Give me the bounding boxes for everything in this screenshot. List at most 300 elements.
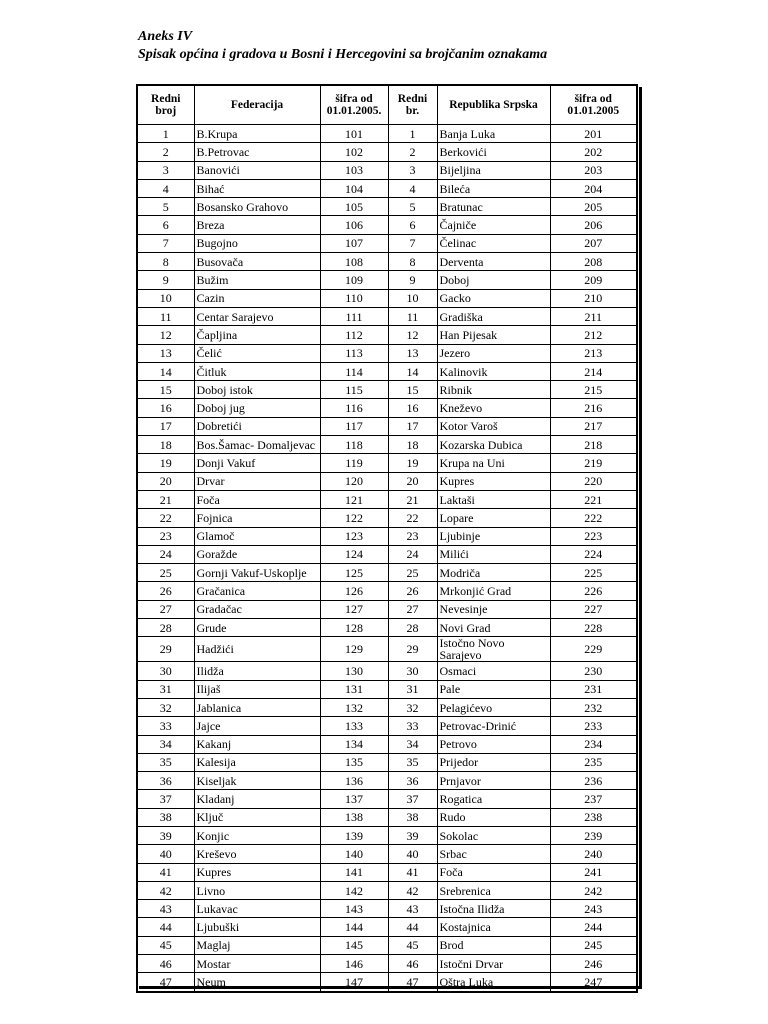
cell-rs-code: 209 [550, 271, 637, 289]
cell-rs-code: 230 [550, 662, 637, 680]
cell-rs-code: 221 [550, 490, 637, 508]
cell-fed-code: 128 [320, 619, 388, 637]
cell-fed-code: 121 [320, 490, 388, 508]
cell-fed-code: 103 [320, 161, 388, 179]
cell-fed-municipality: Kalesija [194, 753, 320, 771]
cell-rs-code: 231 [550, 680, 637, 698]
cell-fed-number: 42 [137, 881, 194, 899]
cell-fed-municipality: Ključ [194, 808, 320, 826]
cell-fed-municipality: Lukavac [194, 900, 320, 918]
cell-rs-code: 241 [550, 863, 637, 881]
cell-fed-code: 134 [320, 735, 388, 753]
table-row [137, 936, 637, 954]
cell-fed-municipality: Konjic [194, 826, 320, 844]
cell-rs-municipality: Kostajnica [437, 918, 550, 936]
cell-fed-number: 12 [137, 326, 194, 344]
cell-fed-number: 10 [137, 289, 194, 307]
cell-fed-municipality: Gračanica [194, 582, 320, 600]
cell-fed-code: 120 [320, 472, 388, 490]
cell-fed-municipality: Glamoč [194, 527, 320, 545]
cell-rs-municipality: Gacko [437, 289, 550, 307]
cell-rs-number: 7 [388, 234, 437, 252]
cell-rs-number: 27 [388, 600, 437, 618]
cell-fed-code: 139 [320, 826, 388, 844]
cell-fed-municipality: Banovići [194, 161, 320, 179]
cell-fed-code: 116 [320, 399, 388, 417]
header-redni-br: Redni br. [388, 85, 437, 125]
cell-rs-number: 28 [388, 619, 437, 637]
cell-fed-number: 27 [137, 600, 194, 618]
cell-fed-number: 32 [137, 698, 194, 716]
cell-fed-number: 11 [137, 307, 194, 325]
table-row [137, 344, 637, 362]
cell-fed-code: 117 [320, 417, 388, 435]
cell-rs-municipality: Modriča [437, 564, 550, 582]
cell-rs-municipality: Istočno Novo Sarajevo [437, 637, 550, 662]
cell-fed-code: 144 [320, 918, 388, 936]
cell-fed-municipality: Goražde [194, 545, 320, 563]
cell-fed-municipality: Gornji Vakuf-Uskoplje [194, 564, 320, 582]
cell-fed-number: 7 [137, 234, 194, 252]
cell-rs-municipality: Ljubinje [437, 527, 550, 545]
cell-rs-number: 44 [388, 918, 437, 936]
table-row [137, 143, 637, 161]
cell-rs-code: 245 [550, 936, 637, 954]
cell-fed-municipality: Busovača [194, 253, 320, 271]
cell-rs-code: 232 [550, 698, 637, 716]
cell-rs-number: 39 [388, 826, 437, 844]
cell-fed-number: 16 [137, 399, 194, 417]
cell-fed-municipality: Cazin [194, 289, 320, 307]
cell-rs-number: 26 [388, 582, 437, 600]
cell-rs-municipality: Jezero [437, 344, 550, 362]
cell-rs-code: 224 [550, 545, 637, 563]
cell-fed-municipality: Bužim [194, 271, 320, 289]
cell-rs-municipality: Petrovac-Drinić [437, 717, 550, 735]
cell-fed-number: 17 [137, 417, 194, 435]
cell-fed-number: 23 [137, 527, 194, 545]
cell-rs-municipality: Kupres [437, 472, 550, 490]
cell-rs-number: 23 [388, 527, 437, 545]
cell-fed-municipality: Ilijaš [194, 680, 320, 698]
cell-fed-municipality: Kakanj [194, 735, 320, 753]
table-row [137, 545, 637, 563]
cell-fed-municipality: Čelić [194, 344, 320, 362]
cell-rs-code: 205 [550, 198, 637, 216]
cell-fed-code: 131 [320, 680, 388, 698]
cell-rs-code: 243 [550, 900, 637, 918]
cell-rs-code: 212 [550, 326, 637, 344]
cell-rs-code: 237 [550, 790, 637, 808]
cell-rs-number: 36 [388, 772, 437, 790]
cell-fed-code: 143 [320, 900, 388, 918]
cell-fed-municipality: Čitluk [194, 362, 320, 380]
cell-rs-number: 18 [388, 436, 437, 454]
cell-rs-municipality: Čajniče [437, 216, 550, 234]
cell-rs-municipality: Čelinac [437, 234, 550, 252]
cell-rs-municipality: Kalinovik [437, 362, 550, 380]
cell-fed-code: 135 [320, 753, 388, 771]
cell-rs-number: 4 [388, 179, 437, 197]
table-row [137, 790, 637, 808]
table-row [137, 509, 637, 527]
cell-rs-number: 9 [388, 271, 437, 289]
cell-fed-number: 45 [137, 936, 194, 954]
table-row [137, 582, 637, 600]
header-republika-srpska: Republika Srpska [437, 85, 550, 125]
cell-fed-number: 41 [137, 863, 194, 881]
cell-rs-municipality: Srbac [437, 845, 550, 863]
cell-fed-number: 40 [137, 845, 194, 863]
cell-fed-code: 115 [320, 381, 388, 399]
table-row [137, 881, 637, 899]
cell-fed-number: 3 [137, 161, 194, 179]
cell-rs-municipality: Kneževo [437, 399, 550, 417]
cell-fed-code: 112 [320, 326, 388, 344]
cell-rs-code: 214 [550, 362, 637, 380]
cell-rs-number: 34 [388, 735, 437, 753]
cell-fed-code: 136 [320, 772, 388, 790]
cell-rs-code: 238 [550, 808, 637, 826]
table-row [137, 973, 637, 992]
cell-fed-number: 18 [137, 436, 194, 454]
cell-rs-number: 6 [388, 216, 437, 234]
table-header-row [137, 85, 637, 125]
cell-fed-code: 140 [320, 845, 388, 863]
cell-rs-code: 240 [550, 845, 637, 863]
table-row [137, 600, 637, 618]
table-row [137, 826, 637, 844]
cell-rs-municipality: Han Pijesak [437, 326, 550, 344]
cell-fed-municipality: Bos.Šamac- Domaljevac [194, 436, 320, 454]
cell-rs-municipality: Kozarska Dubica [437, 436, 550, 454]
cell-fed-number: 5 [137, 198, 194, 216]
cell-rs-code: 247 [550, 973, 637, 992]
cell-rs-number: 3 [388, 161, 437, 179]
cell-fed-code: 126 [320, 582, 388, 600]
table-row [137, 234, 637, 252]
cell-fed-code: 114 [320, 362, 388, 380]
cell-fed-number: 19 [137, 454, 194, 472]
cell-rs-code: 225 [550, 564, 637, 582]
table-row [137, 417, 637, 435]
cell-fed-number: 15 [137, 381, 194, 399]
cell-fed-municipality: Livno [194, 881, 320, 899]
cell-fed-number: 13 [137, 344, 194, 362]
table-row [137, 863, 637, 881]
cell-fed-code: 133 [320, 717, 388, 735]
cell-fed-number: 47 [137, 973, 194, 992]
cell-fed-number: 4 [137, 179, 194, 197]
cell-rs-number: 30 [388, 662, 437, 680]
cell-rs-code: 223 [550, 527, 637, 545]
cell-rs-number: 47 [388, 973, 437, 992]
cell-rs-municipality: Brod [437, 936, 550, 954]
cell-fed-number: 20 [137, 472, 194, 490]
cell-rs-municipality: Novi Grad [437, 619, 550, 637]
header-redni-broj: Redni broj [137, 85, 194, 125]
cell-rs-number: 33 [388, 717, 437, 735]
cell-rs-code: 244 [550, 918, 637, 936]
cell-rs-municipality: Bratunac [437, 198, 550, 216]
table-row [137, 289, 637, 307]
cell-fed-code: 145 [320, 936, 388, 954]
cell-rs-municipality: Rudo [437, 808, 550, 826]
cell-rs-municipality: Rogatica [437, 790, 550, 808]
cell-rs-municipality: Doboj [437, 271, 550, 289]
cell-rs-code: 208 [550, 253, 637, 271]
cell-rs-municipality: Lopare [437, 509, 550, 527]
cell-rs-code: 204 [550, 179, 637, 197]
document-heading [138, 28, 547, 64]
cell-rs-code: 233 [550, 717, 637, 735]
cell-fed-municipality: Maglaj [194, 936, 320, 954]
cell-rs-number: 8 [388, 253, 437, 271]
cell-fed-number: 43 [137, 900, 194, 918]
cell-fed-number: 37 [137, 790, 194, 808]
table-row [137, 845, 637, 863]
cell-fed-number: 46 [137, 955, 194, 973]
cell-fed-code: 110 [320, 289, 388, 307]
cell-rs-municipality: Sokolac [437, 826, 550, 844]
cell-rs-number: 10 [388, 289, 437, 307]
cell-fed-code: 105 [320, 198, 388, 216]
table-row [137, 955, 637, 973]
cell-fed-municipality: Foča [194, 490, 320, 508]
cell-fed-municipality: Ilidža [194, 662, 320, 680]
table-row [137, 698, 637, 716]
cell-rs-number: 43 [388, 900, 437, 918]
cell-rs-municipality: Banja Luka [437, 125, 550, 143]
table-row [137, 454, 637, 472]
cell-fed-municipality: Drvar [194, 472, 320, 490]
cell-rs-code: 234 [550, 735, 637, 753]
cell-rs-code: 216 [550, 399, 637, 417]
cell-fed-code: 104 [320, 179, 388, 197]
cell-fed-code: 106 [320, 216, 388, 234]
cell-fed-code: 138 [320, 808, 388, 826]
table-row [137, 564, 637, 582]
cell-fed-number: 36 [137, 772, 194, 790]
cell-rs-number: 16 [388, 399, 437, 417]
cell-fed-number: 35 [137, 753, 194, 771]
cell-rs-municipality: Ribnik [437, 381, 550, 399]
table-row [137, 900, 637, 918]
table-row [137, 753, 637, 771]
table-body [137, 125, 637, 992]
cell-rs-municipality: Prijedor [437, 753, 550, 771]
cell-rs-code: 211 [550, 307, 637, 325]
cell-rs-number: 25 [388, 564, 437, 582]
cell-rs-code: 217 [550, 417, 637, 435]
cell-fed-number: 9 [137, 271, 194, 289]
cell-fed-municipality: Breza [194, 216, 320, 234]
cell-fed-municipality: Doboj jug [194, 399, 320, 417]
cell-fed-municipality: Bugojno [194, 234, 320, 252]
cell-rs-code: 228 [550, 619, 637, 637]
cell-fed-code: 125 [320, 564, 388, 582]
cell-rs-number: 13 [388, 344, 437, 362]
cell-rs-number: 1 [388, 125, 437, 143]
cell-fed-municipality: Mostar [194, 955, 320, 973]
cell-rs-code: 239 [550, 826, 637, 844]
cell-fed-municipality: B.Krupa [194, 125, 320, 143]
cell-rs-number: 20 [388, 472, 437, 490]
table-row [137, 527, 637, 545]
table-row [137, 362, 637, 380]
cell-rs-number: 5 [388, 198, 437, 216]
cell-rs-municipality: Derventa [437, 253, 550, 271]
cell-fed-municipality: Kreševo [194, 845, 320, 863]
cell-rs-municipality: Istočni Drvar [437, 955, 550, 973]
cell-rs-municipality: Bileća [437, 179, 550, 197]
cell-fed-code: 132 [320, 698, 388, 716]
cell-rs-municipality: Oštra Luka [437, 973, 550, 992]
cell-rs-number: 21 [388, 490, 437, 508]
table-row [137, 472, 637, 490]
cell-rs-code: 213 [550, 344, 637, 362]
cell-fed-code: 108 [320, 253, 388, 271]
cell-fed-code: 123 [320, 527, 388, 545]
cell-rs-code: 218 [550, 436, 637, 454]
cell-fed-code: 119 [320, 454, 388, 472]
table-row [137, 161, 637, 179]
table-row [137, 735, 637, 753]
cell-fed-code: 146 [320, 955, 388, 973]
cell-fed-municipality: Kiseljak [194, 772, 320, 790]
cell-rs-code: 227 [550, 600, 637, 618]
cell-rs-code: 219 [550, 454, 637, 472]
table-row [137, 680, 637, 698]
cell-rs-number: 29 [388, 637, 437, 662]
cell-rs-number: 35 [388, 753, 437, 771]
table-row [137, 198, 637, 216]
cell-fed-number: 1 [137, 125, 194, 143]
cell-fed-number: 28 [137, 619, 194, 637]
table-row [137, 326, 637, 344]
header-sifra-rs: šifra od 01.01.2005 [550, 85, 637, 125]
cell-fed-number: 21 [137, 490, 194, 508]
cell-fed-code: 107 [320, 234, 388, 252]
cell-fed-municipality: Centar Sarajevo [194, 307, 320, 325]
cell-rs-number: 19 [388, 454, 437, 472]
cell-rs-code: 220 [550, 472, 637, 490]
cell-fed-municipality: Dobretići [194, 417, 320, 435]
cell-rs-code: 201 [550, 125, 637, 143]
table-row [137, 216, 637, 234]
cell-fed-municipality: Hadžići [194, 637, 320, 662]
table-row [137, 271, 637, 289]
cell-rs-code: 206 [550, 216, 637, 234]
cell-fed-municipality: Fojnica [194, 509, 320, 527]
cell-fed-number: 38 [137, 808, 194, 826]
table-row [137, 399, 637, 417]
cell-fed-code: 130 [320, 662, 388, 680]
cell-fed-number: 39 [137, 826, 194, 844]
cell-rs-code: 203 [550, 161, 637, 179]
cell-fed-number: 2 [137, 143, 194, 161]
table-row [137, 808, 637, 826]
cell-fed-number: 22 [137, 509, 194, 527]
cell-fed-municipality: Neum [194, 973, 320, 992]
cell-fed-municipality: Donji Vakuf [194, 454, 320, 472]
cell-fed-number: 25 [137, 564, 194, 582]
cell-fed-code: 141 [320, 863, 388, 881]
table-row [137, 772, 637, 790]
cell-rs-code: 242 [550, 881, 637, 899]
cell-fed-municipality: Grude [194, 619, 320, 637]
cell-rs-code: 235 [550, 753, 637, 771]
cell-rs-code: 215 [550, 381, 637, 399]
cell-fed-code: 142 [320, 881, 388, 899]
cell-rs-number: 17 [388, 417, 437, 435]
cell-fed-number: 30 [137, 662, 194, 680]
cell-rs-number: 46 [388, 955, 437, 973]
table-row [137, 490, 637, 508]
cell-rs-municipality: Berkovići [437, 143, 550, 161]
cell-fed-municipality: Kupres [194, 863, 320, 881]
cell-rs-number: 2 [388, 143, 437, 161]
table-row [137, 662, 637, 680]
cell-rs-number: 15 [388, 381, 437, 399]
cell-rs-municipality: Krupa na Uni [437, 454, 550, 472]
header-federacija: Federacija [194, 85, 320, 125]
table-row [137, 619, 637, 637]
cell-rs-municipality: Petrovo [437, 735, 550, 753]
table-row [137, 179, 637, 197]
cell-fed-code: 101 [320, 125, 388, 143]
cell-rs-number: 22 [388, 509, 437, 527]
cell-rs-municipality: Milići [437, 545, 550, 563]
cell-rs-number: 37 [388, 790, 437, 808]
cell-rs-number: 42 [388, 881, 437, 899]
cell-rs-number: 40 [388, 845, 437, 863]
cell-rs-number: 11 [388, 307, 437, 325]
cell-fed-municipality: Ljubuški [194, 918, 320, 936]
table-row [137, 637, 637, 662]
cell-rs-municipality: Srebrenica [437, 881, 550, 899]
cell-fed-municipality: Bihać [194, 179, 320, 197]
table-row [137, 125, 637, 143]
cell-fed-number: 44 [137, 918, 194, 936]
cell-fed-number: 34 [137, 735, 194, 753]
cell-rs-municipality: Osmaci [437, 662, 550, 680]
cell-rs-code: 226 [550, 582, 637, 600]
cell-rs-code: 210 [550, 289, 637, 307]
cell-rs-code: 207 [550, 234, 637, 252]
cell-rs-code: 246 [550, 955, 637, 973]
annex-subtitle: Spisak općina i gradova u Bosni i Hercegovini sa brojčanim oznakama [138, 47, 548, 62]
cell-rs-code: 202 [550, 143, 637, 161]
municipality-table [136, 84, 638, 993]
cell-fed-number: 14 [137, 362, 194, 380]
table-row [137, 436, 637, 454]
header-sifra-fed: šifra od 01.01.2005. [320, 85, 388, 125]
cell-rs-number: 24 [388, 545, 437, 563]
cell-rs-municipality: Laktaši [437, 490, 550, 508]
cell-rs-municipality: Bijeljina [437, 161, 550, 179]
cell-fed-municipality: Bosansko Grahovo [194, 198, 320, 216]
cell-rs-municipality: Kotor Varoš [437, 417, 550, 435]
cell-rs-municipality: Mrkonjić Grad [437, 582, 550, 600]
table-row [137, 381, 637, 399]
annex-title: Aneks IV [138, 29, 193, 44]
cell-rs-number: 38 [388, 808, 437, 826]
cell-fed-code: 111 [320, 307, 388, 325]
cell-fed-municipality: Kladanj [194, 790, 320, 808]
cell-fed-municipality: Jajce [194, 717, 320, 735]
cell-rs-code: 236 [550, 772, 637, 790]
